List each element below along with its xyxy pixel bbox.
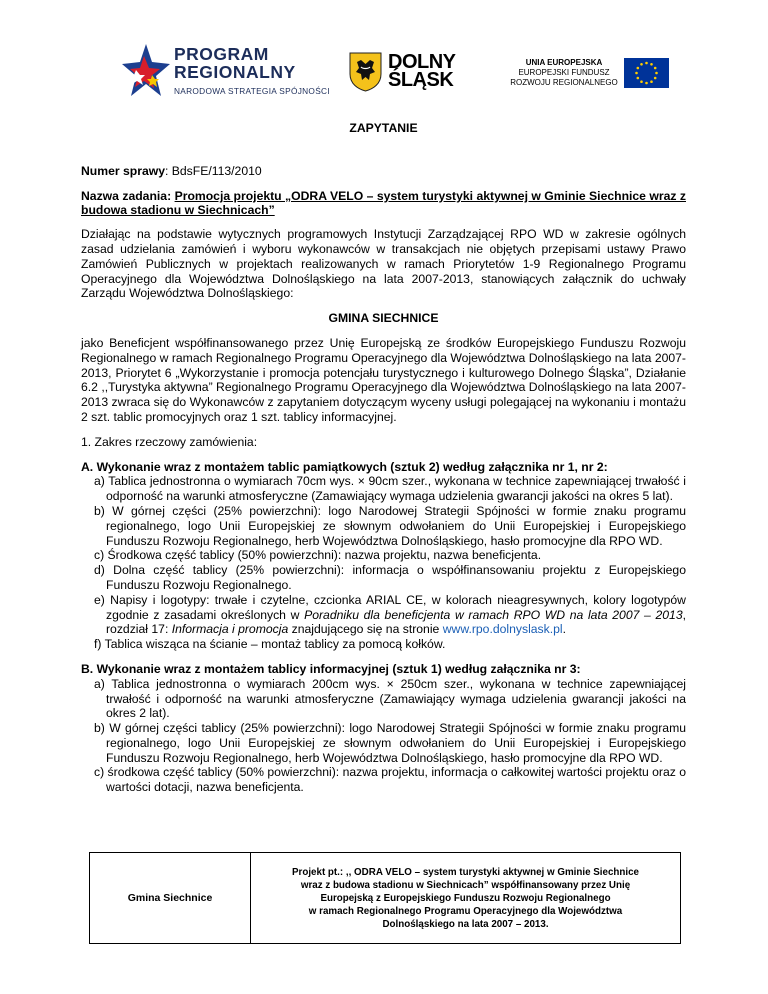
- program-regionalny-logo: [122, 40, 332, 102]
- footer-beneficiary: Gmina Siechnice: [90, 853, 251, 943]
- beneficiary-paragraph: jako Beneficjent współfinansowanego przez Unię Europejską ze środków Europejskiego Funduszu Rozwoju Regionalnego w ramach Regionalnego Programu Operacyjnego dla Województwa Dolnośląskiego na lata 2007-2013, Priorytet 6 „Wykorzystanie i promocja potencjału turystycznego i kulturowego Dolnego Śląska”, Działanie 6.2 ,,Turystyka aktywna” Regionalnego Programu Operacyjnego dla Województwa Dolnośląskiego na lata 2007-2013 zwraca się do Wykonawców z zapytaniem dotyczącym wyceny usługi polegającej na wykonaniu i montażu 2 szt. tablic promocyjnych oraz 1 szt. tablicy informacyjnej.: [81, 335, 686, 424]
- document-title: ZAPYTANIE: [349, 121, 418, 135]
- footer-line: w ramach Regionalnego Programu Operacyjnego dla Województwa: [308, 905, 623, 917]
- dolny-line1: DOLNY: [388, 51, 456, 73]
- case-number: [81, 164, 686, 179]
- dolny-line2: ŚLĄSK: [388, 69, 454, 91]
- list-item: c) Środkowa część tablicy (50% powierzchni): nazwa projektu, nazwa beneficjenta.: [94, 548, 542, 563]
- list-item: f) Tablica wisząca na ścianie – montaż tablicy za pomocą kołków.: [94, 637, 446, 652]
- e-text-3: znajdującego się na stronie: [288, 622, 443, 637]
- footer-line: Projekt pt.: ,, ODRA VELO – system turystyki aktywnej w Gminie Siechnice: [292, 866, 639, 878]
- list-item: b) W górnej części tablicy (25% powierzchni): logo Narodowej Strategii Spójności w formie znaku programu regionalnego, logo Unii Europejskiej ze słownym odwołaniem do Unii Europejskiej i Europejskiego Funduszu Rozwoju Regionalnego, herb Województwa Dolnośląskiego, hasło promocyjne dla RPO WD.: [94, 721, 686, 765]
- footer-line: wraz z budowa stadionu w Siechnicach” współfinansowany przez Unię: [300, 879, 631, 891]
- e-text-2: , rozdział 17:: [106, 607, 686, 637]
- task-name: [81, 189, 686, 219]
- section-a-list: [81, 474, 686, 652]
- coat-of-arms-icon: [349, 52, 382, 92]
- e-italic-1: Poradniku dla beneficjenta w ramach RPO WD na lata 2007 – 2013: [304, 607, 683, 622]
- header-logos: [0, 0, 768, 110]
- program-line1: PROGRAM: [174, 44, 269, 64]
- program-line3: NARODOWA STRATEGIA SPÓJNOŚCI: [174, 86, 330, 96]
- dolny-slask-logo: [349, 52, 461, 92]
- eu-logo: [509, 58, 669, 90]
- scope-heading: 1. Zakres rzeczowy zamówienia:: [81, 434, 258, 449]
- task-label: Nazwa zadania: [81, 188, 168, 203]
- list-item: b) W górnej części (25% powierzchni): logo Narodowej Strategii Spójności w formie znaku programu regionalnego, logo Unii Europejskiej ze słownym odwołaniem do Unii Europejskiej i Europejskiego Funduszu Rozwoju Regionalnego, herb Województwa Dolnośląskiego, hasło promocyjne dla RPO WD.: [94, 503, 686, 548]
- e-italic-2: Informacja i promocja: [171, 622, 289, 637]
- program-line2: REGIONALNY: [174, 62, 296, 82]
- program-star-icon: [122, 42, 170, 98]
- section-b-heading: B. Wykonanie wraz z montażem tablicy informacyjnej (sztuk 1) według załącznika nr 3:: [81, 661, 581, 676]
- e-text-1: e) Napisy i logotypy: trwałe i czytelne, czcionka ARIAL CE, w kolorach nieagresywnych, kolory logotypów zgodnie z zasadami określonych w: [94, 592, 686, 622]
- case-label: Numer sprawy: [81, 163, 165, 178]
- case-value: : BdsFE/113/2010: [165, 163, 262, 178]
- list-item: [81, 593, 686, 637]
- footer-table: [89, 852, 681, 944]
- document-body: [81, 121, 686, 795]
- footer-line: Dolnośląskiego na lata 2007 – 2013.: [382, 918, 549, 930]
- section-b-list: [81, 677, 686, 795]
- ue-line3: ROZWOJU REGIONALNEGO: [510, 78, 618, 87]
- list-item: d) Dolna część tablicy (25% powierzchni): informacja o współfinansowaniu projektu z Europejskiego Funduszu Rozwoju Regionalnego.: [94, 563, 686, 592]
- e-text-4: .: [562, 622, 567, 637]
- ue-line2: EUROPEJSKI FUNDUSZ: [518, 68, 610, 77]
- ue-line1: UNIA EUROPEJSKA: [525, 58, 603, 67]
- eu-flag-icon: [624, 58, 669, 88]
- intro-paragraph: Działając na podstawie wytycznych programowych Instytucji Zarządzającej RPO WD w zakresie ogólnych zasad udzielania zamówień i wyboru wykonawców w transakcjach nie objętych przepisami ustawy Prawo Zamówień Publicznych w projektach realizowanych w ramach Priorytetów 1-9 Regionalnego Programu Operacyjnego dla Województwa Dolnośląskiego na lata 2007-2013, stanowiących załącznik do uchwały Zarządu Województwa Dolnośląskiego:: [81, 227, 686, 301]
- rpo-website-link[interactable]: www.rpo.dolnyslask.pl: [442, 622, 563, 637]
- list-item: c) środkowa część tablicy (50% powierzchni): nazwa projektu, informacja o całkowitej wartości projektu oraz o wartości dotacji, nazwa beneficjenta.: [94, 765, 687, 795]
- gmina-heading: GMINA SIECHNICE: [328, 311, 439, 326]
- footer-line: Europejską z Europejskiego Funduszu Rozwoju Regionalnego: [320, 892, 611, 904]
- task-separator: :: [167, 188, 175, 203]
- task-value: Promocja projektu „ODRA VELO – system turystyki aktywnej w Gminie Siechnice wraz z budowa stadionu w Siechnicach”: [81, 188, 686, 218]
- list-item: a) Tablica jednostronna o wymiarach 200cm wys. × 250cm szer., wykonana w technice zapewniającej trwałość i odporność na warunki atmosferyczne (Zamawiający wymaga udzielenia gwarancji jakości na okres 2 lat).: [94, 676, 686, 721]
- section-a-heading: A. Wykonanie wraz z montażem tablic pamiątkowych (sztuk 2) według załącznika nr 1, nr 2:: [81, 459, 608, 474]
- list-item: a) Tablica jednostronna o wymiarach 70cm wys. × 90cm szer., wykonana w technice zapewniającej trwałość i odporność na warunki atmosferyczne (Zamawiający wymaga udzielenia gwarancji jakości na okres 5 lat).: [94, 474, 686, 504]
- footer-project-info: [251, 853, 680, 943]
